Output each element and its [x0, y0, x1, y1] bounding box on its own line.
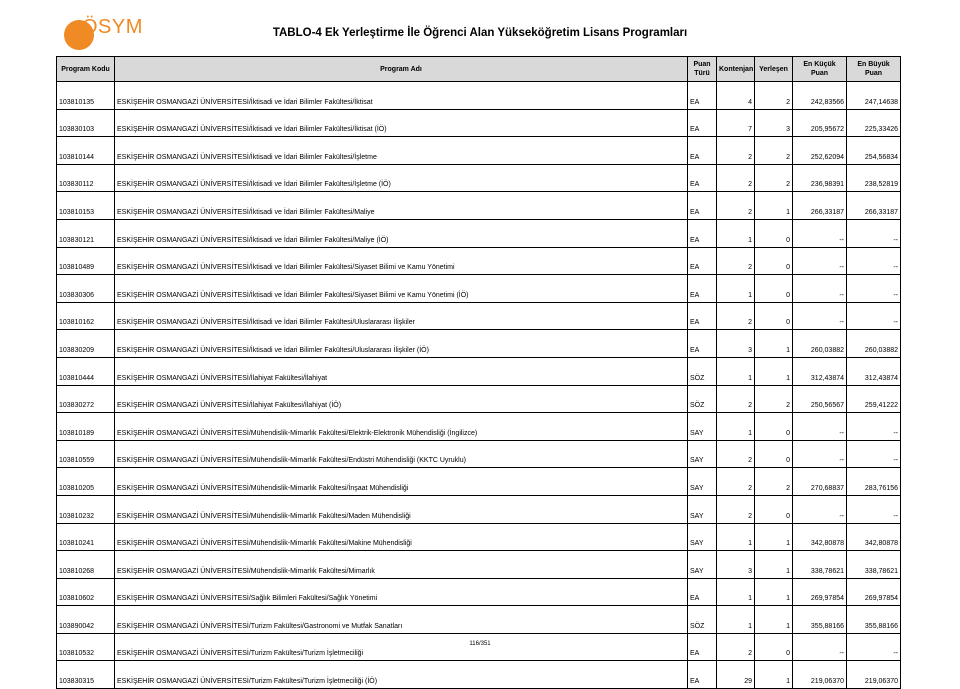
- cell-program-name: ESKİŞEHİR OSMANGAZİ ÜNİVERSİTESİ/İktisadi ve İdari Bilimler Fakültesi/Uluslararası İlişkiler (İÖ): [115, 330, 688, 358]
- table-row: [57, 633, 901, 661]
- cell-program-name: ESKİŞEHİR OSMANGAZİ ÜNİVERSİTESİ/Sağlık Bilimleri Fakültesi/Sağlık Yönetimi: [115, 578, 688, 606]
- cell-score-type: SAY: [688, 413, 717, 441]
- cell-min-score: 338,78621: [793, 551, 847, 579]
- cell-max-score: 254,56834: [847, 137, 901, 165]
- cell-quota: 1: [717, 606, 755, 634]
- programs-table: [56, 56, 901, 689]
- cell-score-type: EA: [688, 302, 717, 330]
- cell-placed: 0: [755, 633, 793, 661]
- cell-min-score: 260,03882: [793, 330, 847, 358]
- table-row: [57, 413, 901, 441]
- cell-placed: 1: [755, 523, 793, 551]
- cell-max-score: --: [847, 633, 901, 661]
- cell-program-name: ESKİŞEHİR OSMANGAZİ ÜNİVERSİTESİ/Mühendislik-Mimarlık Fakültesi/İnşaat Mühendisliği: [115, 468, 688, 496]
- cell-program-code: 103890042: [57, 606, 115, 634]
- cell-max-score: --: [847, 413, 901, 441]
- cell-program-code: 103810532: [57, 633, 115, 661]
- cell-min-score: 219,06370: [793, 661, 847, 689]
- cell-score-type: SÖZ: [688, 385, 717, 413]
- cell-program-code: 103830121: [57, 219, 115, 247]
- cell-max-score: --: [847, 302, 901, 330]
- cell-min-score: 205,95672: [793, 109, 847, 137]
- cell-program-code: 103810602: [57, 578, 115, 606]
- cell-score-type: SÖZ: [688, 357, 717, 385]
- cell-placed: 1: [755, 330, 793, 358]
- cell-program-code: 103810489: [57, 247, 115, 275]
- cell-quota: 2: [717, 302, 755, 330]
- cell-score-type: EA: [688, 633, 717, 661]
- page-title: TABLO-4 Ek Yerleştirme İle Öğrenci Alan Yükseköğretim Lisans Programları: [272, 27, 688, 39]
- cell-score-type: SAY: [688, 495, 717, 523]
- cell-quota: 1: [717, 357, 755, 385]
- cell-quota: 1: [717, 275, 755, 303]
- header-quota: Kontenjan: [717, 57, 755, 82]
- cell-score-type: EA: [688, 164, 717, 192]
- cell-min-score: 250,56567: [793, 385, 847, 413]
- cell-program-code: 103810559: [57, 440, 115, 468]
- cell-min-score: --: [793, 302, 847, 330]
- table-row: [57, 357, 901, 385]
- table-row: [57, 330, 901, 358]
- cell-program-code: 103810232: [57, 495, 115, 523]
- cell-placed: 0: [755, 247, 793, 275]
- cell-quota: 7: [717, 109, 755, 137]
- cell-score-type: SÖZ: [688, 606, 717, 634]
- table-row: [57, 82, 901, 110]
- table-row: [57, 247, 901, 275]
- cell-program-name: ESKİŞEHİR OSMANGAZİ ÜNİVERSİTESİ/İktisadi ve İdari Bilimler Fakültesi/İşletme (İÖ): [115, 164, 688, 192]
- cell-program-code: 103810444: [57, 357, 115, 385]
- cell-min-score: --: [793, 495, 847, 523]
- cell-min-score: 312,43874: [793, 357, 847, 385]
- cell-program-name: ESKİŞEHİR OSMANGAZİ ÜNİVERSİTESİ/İktisadi ve İdari Bilimler Fakültesi/Siyaset Bilimi ve Kamu Yönetimi (İÖ): [115, 275, 688, 303]
- table-row: [57, 606, 901, 634]
- table-row: [57, 275, 901, 303]
- cell-min-score: 355,88166: [793, 606, 847, 634]
- cell-quota: 3: [717, 551, 755, 579]
- cell-placed: 0: [755, 302, 793, 330]
- cell-score-type: EA: [688, 82, 717, 110]
- cell-placed: 2: [755, 468, 793, 496]
- table-row: [57, 551, 901, 579]
- cell-program-name: ESKİŞEHİR OSMANGAZİ ÜNİVERSİTESİ/Mühendislik-Mimarlık Fakültesi/Makine Mühendisliği: [115, 523, 688, 551]
- cell-program-name: ESKİŞEHİR OSMANGAZİ ÜNİVERSİTESİ/Mühendislik-Mimarlık Fakültesi/Maden Mühendisliği: [115, 495, 688, 523]
- header-score-type: Puan Türü: [688, 57, 717, 82]
- table-row: [57, 578, 901, 606]
- header-program-name: Program Adı: [115, 57, 688, 82]
- cell-min-score: --: [793, 413, 847, 441]
- cell-placed: 0: [755, 440, 793, 468]
- cell-min-score: 252,62094: [793, 137, 847, 165]
- cell-program-code: 103830306: [57, 275, 115, 303]
- header-min-score: En Küçük Puan: [793, 57, 847, 82]
- cell-placed: 2: [755, 164, 793, 192]
- cell-program-name: ESKİŞEHİR OSMANGAZİ ÜNİVERSİTESİ/İktisadi ve İdari Bilimler Fakültesi/Uluslararası İlişkiler: [115, 302, 688, 330]
- cell-quota: 3: [717, 330, 755, 358]
- cell-program-name: ESKİŞEHİR OSMANGAZİ ÜNİVERSİTESİ/Turizm Fakültesi/Turizm İşletmeciliği (İÖ): [115, 661, 688, 689]
- cell-program-name: ESKİŞEHİR OSMANGAZİ ÜNİVERSİTESİ/Mühendislik-Mimarlık Fakültesi/Elektrik-Elektronik Mühendisliği (İngilizce): [115, 413, 688, 441]
- cell-score-type: SAY: [688, 551, 717, 579]
- cell-score-type: EA: [688, 661, 717, 689]
- cell-placed: 1: [755, 606, 793, 634]
- cell-program-name: ESKİŞEHİR OSMANGAZİ ÜNİVERSİTESİ/İktisadi ve İdari Bilimler Fakültesi/Siyaset Bilimi ve Kamu Yönetimi: [115, 247, 688, 275]
- table-row: [57, 523, 901, 551]
- cell-max-score: 238,52819: [847, 164, 901, 192]
- cell-program-code: 103810144: [57, 137, 115, 165]
- cell-program-name: ESKİŞEHİR OSMANGAZİ ÜNİVERSİTESİ/Turizm Fakültesi/Turizm İşletmeciliği: [115, 633, 688, 661]
- cell-score-type: EA: [688, 109, 717, 137]
- table-header-row: [57, 57, 901, 82]
- cell-score-type: SAY: [688, 468, 717, 496]
- cell-placed: 0: [755, 495, 793, 523]
- cell-program-code: 103830112: [57, 164, 115, 192]
- cell-score-type: EA: [688, 275, 717, 303]
- cell-max-score: 266,33187: [847, 192, 901, 220]
- cell-program-name: ESKİŞEHİR OSMANGAZİ ÜNİVERSİTESİ/İktisadi ve İdari Bilimler Fakültesi/İktisat: [115, 82, 688, 110]
- cell-placed: 2: [755, 137, 793, 165]
- header-program-code: Program Kodu: [57, 57, 115, 82]
- cell-score-type: EA: [688, 578, 717, 606]
- cell-program-name: ESKİŞEHİR OSMANGAZİ ÜNİVERSİTESİ/İlahiyat Fakültesi/İlahiyat (İÖ): [115, 385, 688, 413]
- cell-max-score: --: [847, 247, 901, 275]
- cell-placed: 1: [755, 661, 793, 689]
- cell-quota: 2: [717, 164, 755, 192]
- cell-min-score: --: [793, 633, 847, 661]
- cell-program-code: 103830272: [57, 385, 115, 413]
- cell-score-type: EA: [688, 219, 717, 247]
- cell-placed: 1: [755, 578, 793, 606]
- table-row: [57, 109, 901, 137]
- cell-quota: 4: [717, 82, 755, 110]
- cell-program-name: ESKİŞEHİR OSMANGAZİ ÜNİVERSİTESİ/Turizm Fakültesi/Gastronomi ve Mutfak Sanatları: [115, 606, 688, 634]
- table-row: [57, 219, 901, 247]
- table-row: [57, 468, 901, 496]
- cell-placed: 1: [755, 551, 793, 579]
- header-placed: Yerleşen: [755, 57, 793, 82]
- cell-placed: 2: [755, 82, 793, 110]
- cell-quota: 1: [717, 523, 755, 551]
- cell-program-code: 103810135: [57, 82, 115, 110]
- page-number: 116/351: [469, 641, 491, 647]
- cell-program-name: ESKİŞEHİR OSMANGAZİ ÜNİVERSİTESİ/Mühendislik-Mimarlık Fakültesi/Endüstri Mühendisliği (KKTC Uyruklu): [115, 440, 688, 468]
- cell-max-score: 342,80878: [847, 523, 901, 551]
- table-row: [57, 661, 901, 689]
- cell-min-score: --: [793, 275, 847, 303]
- cell-quota: 2: [717, 137, 755, 165]
- cell-placed: 0: [755, 413, 793, 441]
- cell-score-type: SAY: [688, 440, 717, 468]
- table-row: [57, 385, 901, 413]
- cell-program-name: ESKİŞEHİR OSMANGAZİ ÜNİVERSİTESİ/Mühendislik-Mimarlık Fakültesi/Mimarlık: [115, 551, 688, 579]
- cell-min-score: 342,80878: [793, 523, 847, 551]
- cell-score-type: EA: [688, 247, 717, 275]
- cell-program-code: 103810162: [57, 302, 115, 330]
- cell-max-score: 259,41222: [847, 385, 901, 413]
- cell-max-score: 269,97854: [847, 578, 901, 606]
- cell-quota: 29: [717, 661, 755, 689]
- cell-max-score: 219,06370: [847, 661, 901, 689]
- cell-quota: 2: [717, 468, 755, 496]
- cell-program-code: 103830315: [57, 661, 115, 689]
- cell-placed: 1: [755, 357, 793, 385]
- table-row: [57, 192, 901, 220]
- cell-score-type: EA: [688, 330, 717, 358]
- table-row: [57, 137, 901, 165]
- cell-quota: 1: [717, 578, 755, 606]
- cell-quota: 1: [717, 413, 755, 441]
- cell-quota: 2: [717, 385, 755, 413]
- cell-program-code: 103830209: [57, 330, 115, 358]
- cell-min-score: 270,68837: [793, 468, 847, 496]
- cell-max-score: --: [847, 219, 901, 247]
- cell-program-code: 103810153: [57, 192, 115, 220]
- cell-max-score: 260,03882: [847, 330, 901, 358]
- table-row: [57, 495, 901, 523]
- cell-max-score: 338,78621: [847, 551, 901, 579]
- table-body: [57, 82, 901, 689]
- cell-min-score: --: [793, 247, 847, 275]
- cell-max-score: --: [847, 495, 901, 523]
- cell-score-type: EA: [688, 192, 717, 220]
- cell-program-code: 103810205: [57, 468, 115, 496]
- cell-min-score: --: [793, 219, 847, 247]
- cell-score-type: SAY: [688, 523, 717, 551]
- cell-program-name: ESKİŞEHİR OSMANGAZİ ÜNİVERSİTESİ/İktisadi ve İdari Bilimler Fakültesi/Maliye: [115, 192, 688, 220]
- cell-max-score: --: [847, 440, 901, 468]
- logo-text: ÖSYM: [82, 16, 143, 38]
- cell-placed: 0: [755, 275, 793, 303]
- cell-min-score: 266,33187: [793, 192, 847, 220]
- cell-placed: 0: [755, 219, 793, 247]
- cell-min-score: --: [793, 440, 847, 468]
- cell-placed: 3: [755, 109, 793, 137]
- cell-placed: 1: [755, 192, 793, 220]
- cell-quota: 2: [717, 633, 755, 661]
- cell-quota: 2: [717, 192, 755, 220]
- cell-min-score: 242,83566: [793, 82, 847, 110]
- cell-program-code: 103810268: [57, 551, 115, 579]
- cell-min-score: 236,98391: [793, 164, 847, 192]
- cell-max-score: --: [847, 275, 901, 303]
- cell-quota: 2: [717, 495, 755, 523]
- cell-program-name: ESKİŞEHİR OSMANGAZİ ÜNİVERSİTESİ/İlahiyat Fakültesi/İlahiyat: [115, 357, 688, 385]
- cell-min-score: 269,97854: [793, 578, 847, 606]
- cell-score-type: EA: [688, 137, 717, 165]
- cell-program-name: ESKİŞEHİR OSMANGAZİ ÜNİVERSİTESİ/İktisadi ve İdari Bilimler Fakültesi/İktisat (İÖ): [115, 109, 688, 137]
- cell-max-score: 225,33426: [847, 109, 901, 137]
- cell-quota: 1: [717, 219, 755, 247]
- header-max-score: En Büyük Puan: [847, 57, 901, 82]
- cell-max-score: 355,88166: [847, 606, 901, 634]
- cell-max-score: 312,43874: [847, 357, 901, 385]
- cell-program-code: 103830103: [57, 109, 115, 137]
- cell-quota: 2: [717, 440, 755, 468]
- table-row: [57, 302, 901, 330]
- cell-quota: 2: [717, 247, 755, 275]
- cell-program-name: ESKİŞEHİR OSMANGAZİ ÜNİVERSİTESİ/İktisadi ve İdari Bilimler Fakültesi/Maliye (İÖ): [115, 219, 688, 247]
- cell-max-score: 247,14638: [847, 82, 901, 110]
- cell-program-code: 103810241: [57, 523, 115, 551]
- table-row: [57, 164, 901, 192]
- cell-program-name: ESKİŞEHİR OSMANGAZİ ÜNİVERSİTESİ/İktisadi ve İdari Bilimler Fakültesi/İşletme: [115, 137, 688, 165]
- table-row: [57, 440, 901, 468]
- cell-program-code: 103810189: [57, 413, 115, 441]
- cell-max-score: 283,76156: [847, 468, 901, 496]
- cell-placed: 2: [755, 385, 793, 413]
